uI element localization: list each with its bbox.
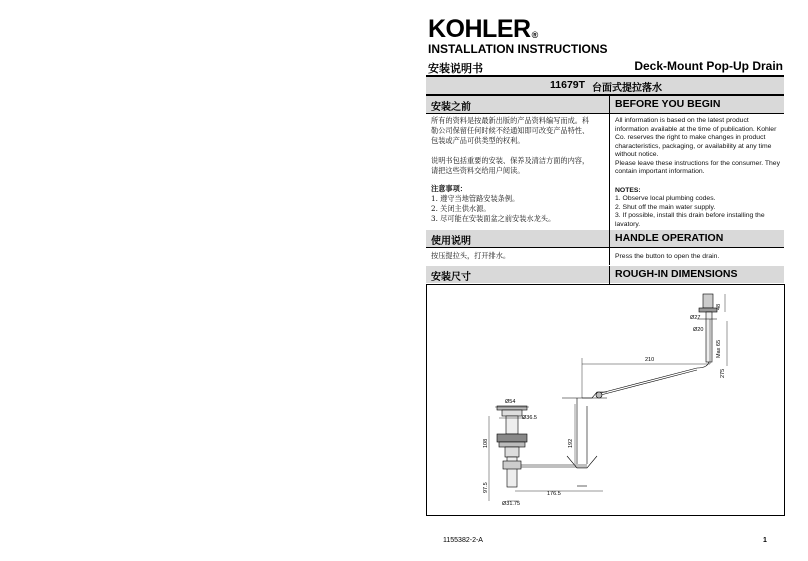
rough-in-diagram	[427, 286, 783, 514]
dim-210: 210	[645, 357, 655, 363]
handle-text-cn: 按压提拉头，打开排水。	[431, 251, 511, 260]
note-item: 1. 遵守当地管路安装条例。	[431, 194, 520, 203]
text-line: 说明书包括重要的安装、保养及清洁方面的内容，	[431, 156, 590, 165]
dimension-lines	[489, 294, 727, 501]
dim-max65: Max 65	[716, 339, 722, 358]
text-line: characteristics, packaging, or availability at any time	[615, 142, 772, 150]
en-para1	[615, 117, 785, 160]
page-number: 1	[763, 537, 767, 544]
document-title-cn: 安装说明书	[428, 62, 483, 75]
text-line: 勒公司保留任何时候不经通知即可改变产品特性、	[431, 126, 590, 135]
column-divider	[609, 230, 610, 265]
note-item: 3. 尽可能在安装面盆之前安装水龙头。	[431, 214, 556, 223]
text-line: 所有的资料是按最新出版的产品资料编写而成。科	[431, 116, 590, 125]
before-text-cn	[431, 116, 606, 224]
handle-heading-en: HANDLE OPERATION	[615, 232, 724, 244]
model-name-cn: 台面式提拉落水	[592, 83, 662, 94]
roughin-heading-cn: 安装尺寸	[431, 272, 471, 283]
dim-275: 275	[720, 368, 726, 378]
roughin-heading-en: ROUGH-IN DIMENSIONS	[615, 268, 738, 280]
kohler-logo	[428, 17, 538, 42]
column-divider	[609, 266, 610, 284]
en-para2	[615, 160, 785, 177]
text-line: contain important information.	[615, 168, 705, 175]
model-number: 11679T	[550, 79, 586, 91]
roughin-heading-bar	[426, 266, 784, 283]
handle-heading-bar	[426, 230, 784, 247]
text-line: All information is based on the latest product	[615, 117, 749, 124]
note-item: 2. 关闭主供水源。	[431, 204, 491, 213]
dim-31-75: Ø31.75	[502, 501, 521, 507]
dim-54: Ø54	[505, 399, 516, 405]
en-notes	[615, 187, 785, 230]
dim-192: 192	[568, 438, 574, 448]
lift-rod	[582, 360, 709, 398]
document-number: 1155382-2-A	[443, 537, 483, 544]
logo-text: KOHLER	[428, 15, 531, 43]
document-title: INSTALLATION INSTRUCTIONS	[428, 42, 608, 56]
cn-notes	[431, 184, 606, 224]
before-rule	[426, 113, 784, 114]
before-heading-bar	[426, 96, 784, 113]
handle-heading-cn: 使用说明	[431, 236, 471, 247]
dim-27: Ø27	[690, 315, 701, 321]
registered-mark: ®	[531, 30, 538, 40]
notes-label-en: NOTES:	[615, 186, 641, 194]
text-line: 请把这些资料交给用户阅读。	[431, 166, 525, 175]
text-line: without notice.	[615, 151, 659, 158]
dim-176-5: 176.5	[547, 491, 561, 497]
dim-36-5: Ø36.5	[522, 415, 537, 421]
note-item: 2. Shut off the main water supply.	[615, 203, 716, 211]
handle-text-en: Press the button to open the drain.	[615, 253, 720, 260]
text-line: information available at the time of publication. Kohler	[615, 125, 777, 133]
cn-para1	[431, 116, 606, 146]
note-item: 1. Observe local plumbing codes.	[615, 195, 716, 202]
dim-108: 108	[483, 438, 489, 448]
before-text-en	[615, 117, 785, 229]
product-name: Deck-Mount Pop-Up Drain	[634, 59, 783, 73]
model-bar	[426, 77, 784, 94]
dim-97-5: 97.5	[483, 482, 489, 493]
column-divider	[609, 96, 610, 230]
note-item: 3. If possible, install this drain before installing the	[615, 212, 765, 219]
notes-label-cn: 注意事项：	[431, 184, 467, 193]
before-heading-en: BEFORE YOU BEGIN	[615, 98, 721, 110]
dim-20: Ø20	[693, 327, 704, 333]
handle-rule	[426, 247, 784, 248]
text-line: Please leave these instructions for the consumer. They	[615, 159, 780, 167]
cn-para2	[431, 156, 606, 176]
dim-48: 48	[716, 303, 722, 310]
before-heading-cn: 安装之前	[431, 102, 471, 113]
note-item: lavatory.	[615, 220, 641, 228]
text-line: 包装或产品可供类型的权利。	[431, 136, 525, 145]
text-line: Co. reserves the right to make changes in product	[615, 134, 766, 141]
